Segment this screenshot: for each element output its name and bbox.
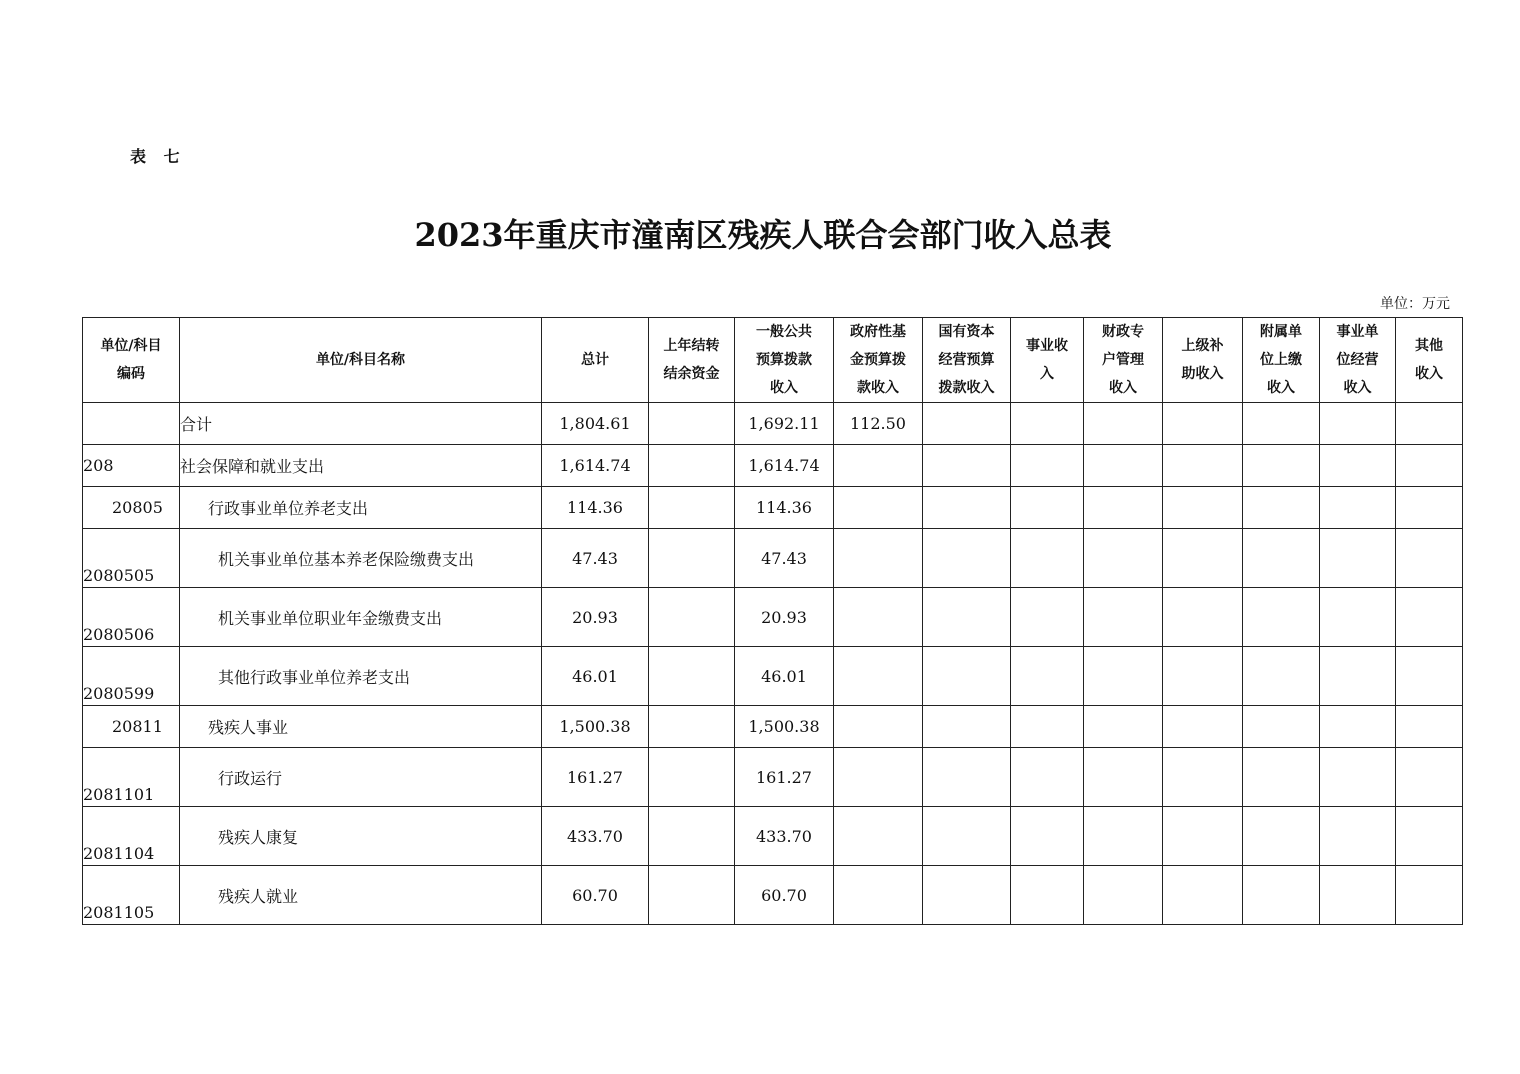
cell-total: 1,804.61: [542, 403, 649, 445]
cell-state-capital: [923, 487, 1011, 529]
row-code: [83, 403, 180, 445]
cell-general-budget: 433.70: [735, 807, 834, 866]
cell-other-income: [1396, 403, 1463, 445]
row-code: 20811: [83, 706, 180, 748]
page-title: 2023年重庆市潼南区残疾人联合会部门收入总表: [414, 216, 1112, 254]
cell-business-income: [1011, 487, 1084, 529]
cell-carryover: [649, 403, 735, 445]
cell-other-income: [1396, 588, 1463, 647]
cell-affiliate-payment: [1243, 445, 1320, 487]
table-row: [83, 748, 1463, 807]
cell-total: 60.70: [542, 866, 649, 925]
header-state-capital: 国有资本 经营预算 拨款收入: [923, 318, 1011, 403]
cell-government-fund: [834, 748, 923, 807]
cell-affiliate-payment: [1243, 866, 1320, 925]
cell-other-income: [1396, 748, 1463, 807]
cell-affiliate-payment: [1243, 529, 1320, 588]
cell-operating-income: [1320, 487, 1396, 529]
cell-superior-subsidy: [1163, 588, 1243, 647]
cell-business-income: [1011, 403, 1084, 445]
cell-special-account: [1084, 529, 1163, 588]
cell-operating-income: [1320, 445, 1396, 487]
cell-affiliate-payment: [1243, 706, 1320, 748]
cell-government-fund: [834, 866, 923, 925]
cell-total: 47.43: [542, 529, 649, 588]
cell-affiliate-payment: [1243, 748, 1320, 807]
table-row: [83, 445, 1463, 487]
row-name: 机关事业单位职业年金缴费支出: [180, 588, 542, 647]
cell-superior-subsidy: [1163, 403, 1243, 445]
cell-total: 433.70: [542, 807, 649, 866]
cell-other-income: [1396, 487, 1463, 529]
table-row: [83, 706, 1463, 748]
row-code: 208: [83, 445, 180, 487]
cell-carryover: [649, 647, 735, 706]
cell-general-budget: 114.36: [735, 487, 834, 529]
row-code: 2080505: [83, 529, 180, 588]
table-row: [83, 529, 1463, 588]
cell-other-income: [1396, 807, 1463, 866]
cell-superior-subsidy: [1163, 445, 1243, 487]
cell-superior-subsidy: [1163, 647, 1243, 706]
cell-carryover: [649, 529, 735, 588]
cell-superior-subsidy: [1163, 529, 1243, 588]
cell-total: 161.27: [542, 748, 649, 807]
cell-total: 20.93: [542, 588, 649, 647]
cell-government-fund: [834, 529, 923, 588]
header-business-income: 事业收 入: [1011, 318, 1084, 403]
header-code: 单位/科目 编码: [83, 318, 180, 403]
cell-business-income: [1011, 807, 1084, 866]
cell-operating-income: [1320, 403, 1396, 445]
cell-business-income: [1011, 866, 1084, 925]
cell-business-income: [1011, 588, 1084, 647]
header-special-account: 财政专 户管理 收入: [1084, 318, 1163, 403]
row-name: 残疾人康复: [180, 807, 542, 866]
header-name: 单位/科目名称: [180, 318, 542, 403]
row-name: 行政运行: [180, 748, 542, 807]
cell-government-fund: 112.50: [834, 403, 923, 445]
cell-special-account: [1084, 487, 1163, 529]
cell-state-capital: [923, 403, 1011, 445]
cell-state-capital: [923, 807, 1011, 866]
cell-carryover: [649, 445, 735, 487]
header-row: [83, 318, 1463, 403]
header-total: 总计: [542, 318, 649, 403]
header-other-income: 其他 收入: [1396, 318, 1463, 403]
row-name: 其他行政事业单位养老支出: [180, 647, 542, 706]
row-code: 2081101: [83, 748, 180, 807]
cell-state-capital: [923, 445, 1011, 487]
table-row: [83, 866, 1463, 925]
row-name: 残疾人事业: [180, 706, 542, 748]
cell-special-account: [1084, 588, 1163, 647]
cell-general-budget: 1,614.74: [735, 445, 834, 487]
cell-superior-subsidy: [1163, 866, 1243, 925]
cell-special-account: [1084, 866, 1163, 925]
cell-carryover: [649, 866, 735, 925]
cell-general-budget: 1,692.11: [735, 403, 834, 445]
cell-government-fund: [834, 807, 923, 866]
cell-total: 1,614.74: [542, 445, 649, 487]
unit-label: 单位：万元: [1380, 296, 1450, 312]
cell-general-budget: 161.27: [735, 748, 834, 807]
cell-state-capital: [923, 706, 1011, 748]
cell-operating-income: [1320, 529, 1396, 588]
cell-special-account: [1084, 445, 1163, 487]
cell-operating-income: [1320, 588, 1396, 647]
table-row: [83, 647, 1463, 706]
cell-carryover: [649, 487, 735, 529]
row-code: 2080506: [83, 588, 180, 647]
cell-state-capital: [923, 529, 1011, 588]
table-row: [83, 588, 1463, 647]
row-code: 2081105: [83, 866, 180, 925]
cell-general-budget: 47.43: [735, 529, 834, 588]
cell-carryover: [649, 748, 735, 807]
cell-total: 114.36: [542, 487, 649, 529]
cell-government-fund: [834, 487, 923, 529]
header-general-budget: 一般公共 预算拨款 收入: [735, 318, 834, 403]
cell-operating-income: [1320, 748, 1396, 807]
cell-business-income: [1011, 445, 1084, 487]
cell-total: 1,500.38: [542, 706, 649, 748]
header-operating-income: 事业单 位经营 收入: [1320, 318, 1396, 403]
cell-state-capital: [923, 748, 1011, 807]
cell-superior-subsidy: [1163, 748, 1243, 807]
cell-affiliate-payment: [1243, 588, 1320, 647]
cell-special-account: [1084, 807, 1163, 866]
cell-superior-subsidy: [1163, 487, 1243, 529]
income-summary-table: [82, 317, 1463, 925]
row-name: 机关事业单位基本养老保险缴费支出: [180, 529, 542, 588]
table-row: [83, 807, 1463, 866]
cell-general-budget: 1,500.38: [735, 706, 834, 748]
row-name: 社会保障和就业支出: [180, 445, 542, 487]
cell-general-budget: 20.93: [735, 588, 834, 647]
header-superior-subsidy: 上级补 助收入: [1163, 318, 1243, 403]
cell-other-income: [1396, 706, 1463, 748]
cell-special-account: [1084, 647, 1163, 706]
cell-carryover: [649, 807, 735, 866]
cell-government-fund: [834, 647, 923, 706]
row-code: 2081104: [83, 807, 180, 866]
cell-superior-subsidy: [1163, 706, 1243, 748]
header-government-fund: 政府性基 金预算拨 款收入: [834, 318, 923, 403]
cell-total: 46.01: [542, 647, 649, 706]
cell-special-account: [1084, 403, 1163, 445]
cell-affiliate-payment: [1243, 647, 1320, 706]
cell-business-income: [1011, 529, 1084, 588]
cell-operating-income: [1320, 866, 1396, 925]
cell-government-fund: [834, 445, 923, 487]
cell-affiliate-payment: [1243, 807, 1320, 866]
row-code: 20805: [83, 487, 180, 529]
cell-business-income: [1011, 647, 1084, 706]
row-name: 残疾人就业: [180, 866, 542, 925]
cell-operating-income: [1320, 647, 1396, 706]
cell-operating-income: [1320, 807, 1396, 866]
cell-business-income: [1011, 706, 1084, 748]
cell-operating-income: [1320, 706, 1396, 748]
cell-general-budget: 60.70: [735, 866, 834, 925]
row-name: 行政事业单位养老支出: [180, 487, 542, 529]
table-row: [83, 487, 1463, 529]
cell-other-income: [1396, 445, 1463, 487]
cell-affiliate-payment: [1243, 403, 1320, 445]
header-carryover: 上年结转 结余资金: [649, 318, 735, 403]
cell-carryover: [649, 588, 735, 647]
cell-general-budget: 46.01: [735, 647, 834, 706]
cell-affiliate-payment: [1243, 487, 1320, 529]
cell-other-income: [1396, 647, 1463, 706]
cell-carryover: [649, 706, 735, 748]
table-row-total: [83, 403, 1463, 445]
cell-special-account: [1084, 748, 1163, 807]
cell-government-fund: [834, 588, 923, 647]
cell-superior-subsidy: [1163, 807, 1243, 866]
cell-state-capital: [923, 866, 1011, 925]
cell-state-capital: [923, 588, 1011, 647]
cell-state-capital: [923, 647, 1011, 706]
table-number-label: 表 七: [130, 147, 186, 166]
row-code: 2080599: [83, 647, 180, 706]
cell-other-income: [1396, 529, 1463, 588]
cell-government-fund: [834, 706, 923, 748]
cell-business-income: [1011, 748, 1084, 807]
row-name: 合计: [180, 403, 542, 445]
header-affiliate-payment: 附属单 位上缴 收入: [1243, 318, 1320, 403]
cell-other-income: [1396, 866, 1463, 925]
cell-special-account: [1084, 706, 1163, 748]
